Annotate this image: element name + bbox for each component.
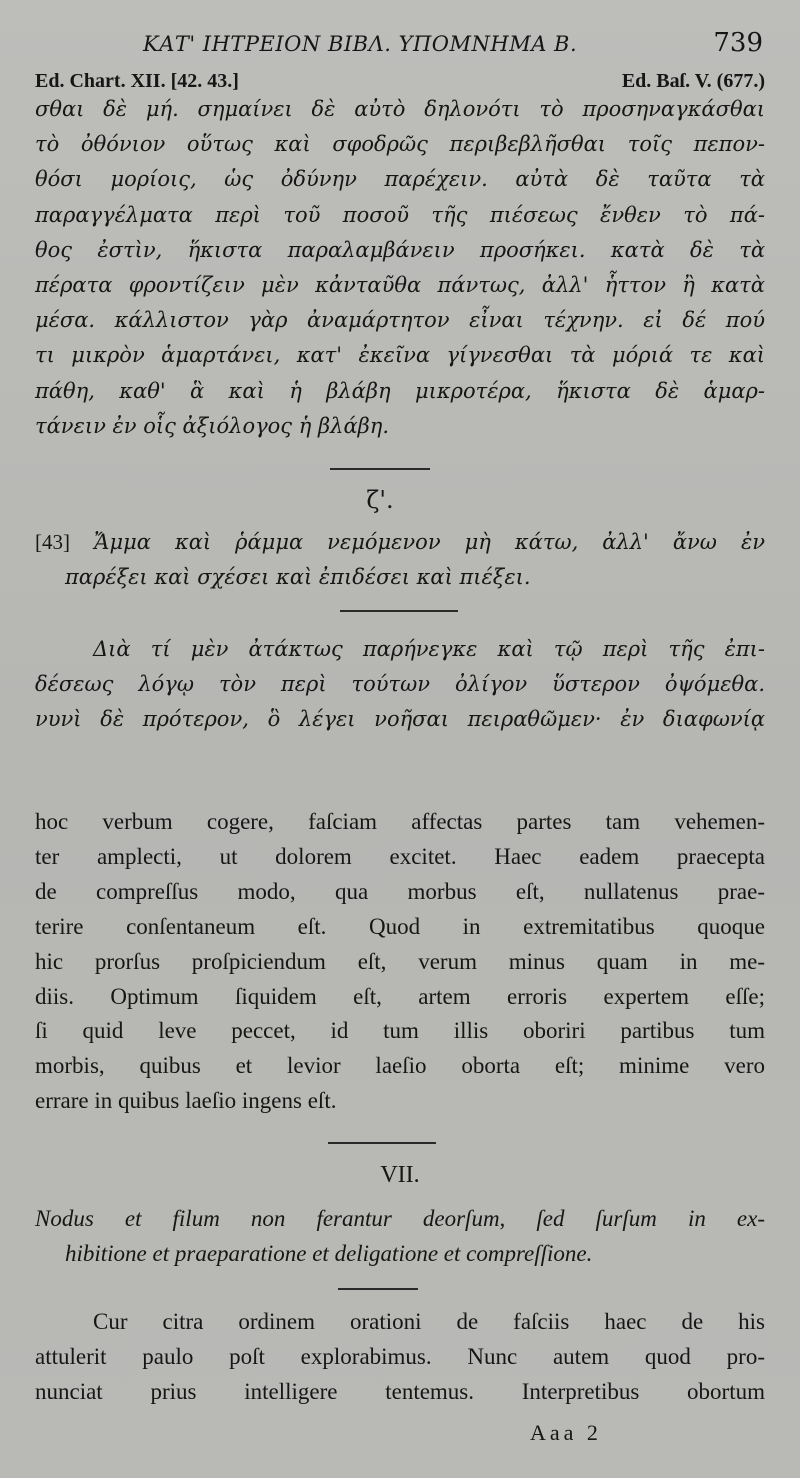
- latin-lemma: [35, 1202, 765, 1272]
- section-divider: [328, 1142, 436, 1144]
- edition-chartier: Ed. Chart. XII. [42. 43.]: [35, 70, 239, 92]
- text-line: [35, 525, 765, 560]
- greek-paragraph-2: [35, 632, 765, 738]
- text-line: hoc verbum cogere, faſciam affectas partes tam vehemen-: [35, 809, 765, 834]
- text-line: Διὰ τί μὲν ἀτάκτως παρήνεγκε καὶ τῷ περὶ τῆς ἐπι-: [93, 637, 765, 661]
- text-line: θος ἐστὶν, ἥκιστα παραλαμβάνειν προσήκει. κατὰ δὲ τὰ: [35, 237, 765, 262]
- page-number: 739: [713, 28, 763, 58]
- text-line: de compreſſus modo, qua morbus eſt, nullatenus prae-: [35, 878, 765, 904]
- greek-paragraph-1: [35, 92, 765, 444]
- section-divider: [340, 610, 458, 612]
- latin-paragraph-1: [35, 805, 765, 1119]
- section-divider: [338, 1288, 418, 1290]
- text-line: ter amplecti, ut dolorem excitet. Haec eadem praecepta: [35, 843, 765, 869]
- text-line: errare in quibus laeſio ingens eſt.: [35, 1088, 337, 1114]
- text-line: θόσι μορίοις, ὡς ὀδύνην παρέχειν. αὐτὰ δὲ ταῦτα τὰ: [35, 167, 765, 192]
- signature-mark: Aaa 2: [530, 1420, 602, 1445]
- text-line: hic prorſus proſpiciendum eſt, verum minus quam in me-: [35, 948, 765, 974]
- latin-paragraph-2: [35, 1305, 765, 1410]
- greek-section-number: ζ'.: [366, 486, 394, 514]
- section-divider: [330, 468, 430, 470]
- text-line: diis. Optimum ſiquidem eſt, artem erroris expertem eſſe;: [35, 983, 765, 1009]
- text-line: τι μικρὸν ἁμαρτάνει, κατ' ἐκεῖνα γίγνεσθαι τὰ μόριά τε καὶ: [35, 343, 765, 368]
- text-line: τάνειν ἐν οἷς ἀξιόλογος ἡ βλάβη.: [35, 413, 390, 438]
- text-line: Cur citra ordinem orationi de faſciis haec de his: [93, 1309, 765, 1334]
- text-line: Nodus et filum non ferantur deorſum, ſed ſurſum in ex-: [35, 1206, 765, 1231]
- lemma-line-1: Ἄμμα καὶ ῥάμμα νεμόμενον μὴ κάτω, ἀλλ' ἄνω ἐν: [94, 530, 765, 554]
- text-line: πέρατα φροντίζειν μὲν κἀνταῦθα πάντως, ἀλλ' ἧττον ἢ κατὰ: [35, 273, 765, 298]
- page-reference: [43]: [35, 530, 70, 554]
- text-line: ſi quid leve peccet, id tum illis oboriri partibus tum: [35, 1018, 765, 1044]
- text-line: σθαι δὲ μή. σημαίνει δὲ αὐτὸ δηλονότι τὸ προσηναγκάσθαι: [35, 97, 765, 121]
- text-line: hibitione et praeparatione et deligatione et compreſſione.: [65, 1240, 593, 1266]
- text-line: morbis, quibus et levior laeſio oborta eſt; minime vero: [35, 1053, 765, 1079]
- greek-lemma: [35, 525, 765, 595]
- text-line: δέσεως λόγῳ τὸν περὶ τούτων ὀλίγον ὕστερον ὀψόμεθα.: [35, 672, 765, 697]
- edition-basel: Ed. Baſ. V. (677.): [621, 70, 765, 92]
- text-line: παρέξει καὶ σχέσει καὶ ἐπιδέσει καὶ πιέξει.: [65, 565, 531, 590]
- text-line: μέσα. κάλλιστον γὰρ ἀναμάρτητον εἶναι τέχνην. εἰ δέ πού: [35, 308, 765, 333]
- text-line: τὸ ὀθόνιον οὕτως καὶ σφοδρῶς περιβεβλῆσθαι τοῖς πεπον-: [35, 132, 765, 157]
- text-line: attulerit paulo poſt explorabimus. Nunc autem quod pro-: [35, 1343, 765, 1369]
- page-header: [35, 28, 765, 62]
- text-line: νυνὶ δὲ πρότερον, ὃ λέγει νοῆσαι πειραθῶμεν· ἐν διαφωνίᾳ: [35, 707, 765, 732]
- running-title: ΚΑΤ' ΙΗΤΡΕΙΟΝ ΒΙΒΛ. ΥΠΟΜΝΗΜΑ Β.: [143, 32, 578, 56]
- latin-section-number: VII.: [380, 1162, 420, 1188]
- text-line: παραγγέλματα περὶ τοῦ ποσοῦ τῆς πιέσεως ἔνθεν τὸ πά-: [35, 202, 765, 227]
- text-line: nunciat prius intelligere tentemus. Interpretibus obortum: [35, 1378, 765, 1404]
- text-line: terire conſentaneum eſt. Quod in extremitatibus quoque: [35, 913, 765, 939]
- text-line: πάθη, καθ' ἃ καὶ ἡ βλάβη μικροτέρα, ἥκιστα δὲ ἁμαρ-: [35, 378, 765, 403]
